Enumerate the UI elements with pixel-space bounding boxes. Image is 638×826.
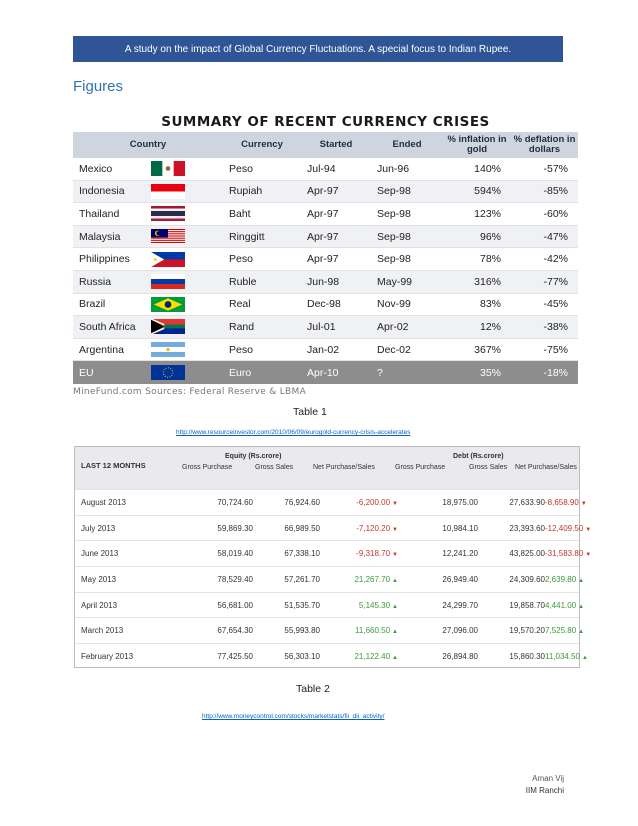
deflation-cell: -77% [543,275,568,288]
inflation-cell: 83% [479,298,501,311]
eq-gross-purchase-cell-value: 59,869.30 [217,523,253,533]
dt-gross-sales-cell [478,601,545,610]
table1-row [73,226,578,249]
eq-gross-sales-cell-value: 76,924.60 [284,497,320,507]
dt-gross-purchase-cell-value: 26,949.40 [442,574,478,584]
eu-flag-icon [143,365,223,380]
eq-gross-sales-cell-value: 66,989.50 [284,523,320,533]
table1-row [73,203,578,226]
eq-gross-sales-cell-value: 67,338.10 [284,549,320,559]
dt-net-cell-value: 7,525.80 [545,626,577,636]
table1-row [73,339,578,362]
sub-col-dt-gross-sales: Gross Sales [469,464,508,471]
table2-source-link[interactable]: http://www.moneycontrol.com/stocks/marketstats/fii_dii_activity/ [202,713,385,720]
eq-gross-sales-cell [253,601,320,610]
dt-net-cell [545,497,587,507]
deflation-cell: -57% [543,162,568,175]
eq-gross-sales-cell [253,626,320,635]
dt-gross-sales-cell [478,498,545,507]
eq-gross-purchase-cell-value: 70,724.60 [217,497,253,507]
inflation-cell: 316% [474,275,501,288]
dt-gross-purchase-cell-value: 12,241.20 [442,549,478,559]
col-country: Country [129,139,167,150]
eq-net-cell-value: 5,145.30 [358,600,391,610]
triangle-down-icon: ▼ [585,552,592,559]
country-cell: EU [79,366,94,379]
started-cell: Jun-98 [307,275,340,288]
table1-source: MineFund.com Sources: Federal Reserve & LBMA [73,386,307,397]
table1-grid [73,132,578,384]
started-cell: Apr-97 [307,230,339,243]
started-cell: Apr-97 [307,253,339,266]
eq-gross-sales-cell-value: 51,535.70 [284,600,320,610]
eq-net-cell [320,524,398,533]
header-text: A study on the impact of Global Currency Fluctuations. A special focus to Indian Rupee. [124,43,512,55]
table2-row [75,540,592,566]
sub-col-eq-net: Net Purchase/Sales [313,464,375,471]
author-name: Aman Vij [532,774,564,783]
eq-gross-purchase-cell-value: 58,019.40 [217,549,253,559]
col-ended: Ended [392,139,422,150]
dt-gross-sales-cell-value: 27,633.90 [509,497,545,507]
started-cell: Dec-98 [307,298,341,311]
ended-cell: Sep-98 [377,185,411,198]
eq-gross-purchase-cell [173,575,253,584]
ended-cell: Nov-99 [377,298,411,311]
month-cell-value: June 2013 [81,549,119,559]
month-cell-value: February 2013 [81,651,134,661]
sub-col-dt-gross-purchase: Gross Purchase [395,464,446,471]
eq-gross-purchase-cell-value: 78,529.40 [217,574,253,584]
ended-cell: ? [377,366,383,379]
month-cell [75,524,173,533]
dt-gross-sales-cell [478,652,545,661]
currency-cell: Real [229,298,251,311]
dt-net-cell-value: -31,583.80 [545,549,584,559]
inflation-cell: 78% [479,253,501,266]
table2-row [75,566,585,592]
triangle-up-icon: ▲ [392,603,398,610]
month-cell [75,549,173,558]
indonesia-flag-icon [143,184,223,199]
philippines-flag-icon [143,252,223,267]
dt-net-cell-value: -8,658.90 [545,497,579,507]
dt-gross-purchase-cell-value: 26,894.80 [442,651,478,661]
month-cell [75,652,173,661]
eq-gross-purchase-cell [173,524,253,533]
started-cell: Apr-10 [307,366,339,379]
eq-net-cell-value: 21,122.40 [354,651,391,661]
eq-gross-purchase-cell [173,549,253,558]
debt-group-label: Debt (Rs.crore) [453,453,504,460]
table2-row [75,489,587,515]
dt-gross-purchase-cell [398,549,478,558]
triangle-down-icon: ▼ [392,552,398,559]
dt-net-cell [545,626,585,636]
triangle-up-icon: ▲ [392,577,398,584]
deflation-cell: -18% [543,366,568,379]
month-cell [75,601,173,610]
eq-gross-purchase-cell [173,626,253,635]
eq-gross-sales-cell [253,549,320,558]
argentina-flag-icon [143,342,223,357]
dt-gross-purchase-cell [398,652,478,661]
fii-activity-table [74,446,592,668]
eq-gross-sales-cell [253,652,320,661]
dt-net-cell [545,523,592,533]
table1-source-link[interactable]: http://www.resourceinvestor.com/2010/06/09/eurogold-currency-crisis-accelerates [176,429,411,436]
table2-header [75,447,579,489]
dt-gross-purchase-cell-value: 10,984.10 [442,523,478,533]
eq-gross-purchase-cell [173,652,253,661]
col-currency: Currency [241,139,283,150]
deflation-cell: -60% [543,207,568,220]
currency-cell: Rupiah [229,185,263,198]
deflation-cell: -75% [543,343,568,356]
table2-caption: Table 2 [296,683,330,695]
month-cell-value: May 2013 [81,574,117,584]
country-cell: Indonesia [79,185,125,198]
dt-gross-purchase-cell-value: 24,299.70 [442,600,478,610]
currency-crises-table [73,112,578,397]
month-cell-value: July 2013 [81,523,116,533]
inflation-cell: 35% [479,366,501,379]
col-started: Started [319,139,353,150]
inflation-cell: 12% [479,320,501,333]
table1-caption: Table 1 [293,406,327,418]
sub-col-eq-gross-purchase: Gross Purchase [182,464,233,471]
ended-cell: Dec-02 [377,343,411,356]
country-cell: Thailand [79,207,120,220]
table1-header [73,132,578,158]
triangle-up-icon: ▲ [578,577,585,584]
south-africa-flag-icon [143,319,223,334]
dt-gross-sales-cell [478,626,545,635]
eq-net-cell [320,601,398,610]
dt-gross-purchase-cell [398,626,478,635]
month-cell-value: April 2013 [81,600,118,610]
inflation-cell: 123% [474,207,501,220]
currency-cell: Rand [229,320,255,333]
ended-cell: May-99 [377,275,413,288]
eq-net-cell-value: 11,660.50 [355,626,391,636]
eq-gross-sales-cell [253,524,320,533]
deflation-cell: -38% [543,320,568,333]
dt-net-cell [545,574,585,584]
eq-net-cell [320,652,398,661]
started-cell: Apr-97 [307,185,339,198]
dt-net-cell-value: 2,639.80 [545,574,577,584]
deflation-cell: -85% [543,185,568,198]
table1-title: SUMMARY OF RECENT CURRENCY CRISES [161,114,490,130]
eq-net-cell-value: 21,267.70 [354,574,391,584]
deflation-cell: -42% [543,253,568,266]
eq-net-cell [320,575,398,584]
dt-net-cell-value: 4,441.00 [545,600,577,610]
month-cell [75,498,173,507]
country-cell: Brazil [79,298,106,311]
equity-group-label: Equity (Rs.crore) [225,453,282,460]
ended-cell: Sep-98 [377,207,411,220]
inflation-cell: 96% [479,230,501,243]
table1-body [73,158,578,384]
eq-gross-sales-cell [253,575,320,584]
month-cell-value: March 2013 [81,626,124,636]
eq-gross-sales-cell-value: 55,993.80 [284,626,320,636]
ended-cell: Sep-98 [377,253,411,266]
document-header [73,36,563,62]
inflation-cell: 594% [474,185,501,198]
eq-net-cell-value: -6,200.00 [356,497,391,507]
deflation-cell: -45% [543,298,568,311]
triangle-down-icon: ▼ [392,526,398,533]
inflation-cell: 140% [474,162,501,175]
table2-row [75,617,585,643]
triangle-up-icon: ▲ [392,654,398,661]
eq-net-cell [320,498,398,507]
inflation-cell: 367% [474,343,501,356]
eq-net-cell-value: -9,318.70 [356,549,391,559]
currency-cell: Peso [229,253,253,266]
currency-cell: Euro [229,366,252,379]
eq-net-cell-value: -7,120.20 [356,523,391,533]
month-cell-value: August 2013 [81,497,126,507]
triangle-down-icon: ▼ [580,500,587,507]
table2-row [75,592,585,618]
triangle-up-icon: ▲ [578,629,585,636]
table2-body [75,489,592,669]
table1-row [73,316,578,339]
sub-col-eq-gross-sales: Gross Sales [255,464,294,471]
month-cell [75,575,173,584]
ended-cell: Apr-02 [377,320,409,333]
brazil-flag-icon [143,297,223,312]
triangle-down-icon: ▼ [392,500,398,507]
dt-gross-sales-cell-value: 19,858.70 [509,600,545,610]
ended-cell: Jun-96 [377,162,410,175]
dt-gross-purchase-cell [398,524,478,533]
period-label: LAST 12 MONTHS [81,461,146,470]
started-cell: Jul-94 [307,162,336,175]
ended-cell: Sep-98 [377,230,411,243]
eq-gross-sales-cell-value: 57,261.70 [284,574,320,584]
dt-net-cell [545,549,592,559]
dt-gross-sales-cell-value: 43,825.00 [509,549,545,559]
country-cell: South Africa [79,320,136,333]
currency-cell: Peso [229,162,253,175]
dt-gross-purchase-cell [398,498,478,507]
triangle-up-icon: ▲ [582,654,588,661]
country-cell: Philippines [79,253,130,266]
table1-row [73,294,578,317]
table2-row [75,643,588,669]
currency-cell: Peso [229,343,253,356]
dt-gross-sales-cell-value: 15,860.30 [509,651,545,661]
triangle-up-icon: ▲ [392,629,398,636]
table2-row [75,515,592,541]
dt-net-cell-value: -12,409.50 [545,523,584,533]
eq-gross-sales-cell [253,498,320,507]
table1-row [73,271,578,294]
eq-gross-purchase-cell-value: 56,681.00 [217,600,253,610]
dt-gross-purchase-cell-value: 27,096.00 [442,626,478,636]
country-cell: Russia [79,275,112,288]
col-deflation: % deflation in dollars [513,134,576,155]
table1-row [73,248,578,271]
section-title: Figures [73,78,124,95]
table1-row [73,361,578,384]
deflation-cell: -47% [543,230,568,243]
started-cell: Jul-01 [307,320,336,333]
dt-gross-sales-cell-value: 19,570.20 [509,626,545,636]
eq-gross-purchase-cell-value: 77,425.50 [217,651,253,661]
eq-gross-purchase-cell [173,601,253,610]
dt-net-cell-value: 11,034.50 [545,651,580,661]
dt-gross-sales-cell [478,575,545,584]
triangle-down-icon: ▼ [585,526,592,533]
dt-gross-sales-cell-value: 24,309.60 [509,574,545,584]
country-cell: Argentina [79,343,124,356]
dt-gross-sales-cell [478,524,545,533]
col-inflation: % inflation in gold [447,134,507,155]
triangle-up-icon: ▲ [578,603,585,610]
country-cell: Mexico [79,162,113,175]
thailand-flag-icon [143,206,223,221]
currency-cell: Ruble [229,275,257,288]
dt-gross-sales-cell [478,549,545,558]
dt-net-cell [545,651,588,661]
table1-row [73,158,578,181]
eq-net-cell [320,549,398,558]
dt-gross-purchase-cell-value: 18,975.00 [442,497,478,507]
author-institute: IIM Ranchi [525,786,564,795]
eq-gross-purchase-cell [173,498,253,507]
dt-gross-sales-cell-value: 23,393.60 [509,523,545,533]
dt-net-cell [545,600,585,610]
table1-row [73,181,578,204]
month-cell [75,626,173,635]
russia-flag-icon [143,274,223,289]
eq-gross-sales-cell-value: 56,303.10 [284,651,320,661]
eq-net-cell [320,626,398,635]
dt-gross-purchase-cell [398,601,478,610]
currency-cell: Ringgitt [229,230,265,243]
currency-cell: Baht [229,207,251,220]
eq-gross-purchase-cell-value: 67,654.30 [217,626,253,636]
sub-col-dt-net: Net Purchase/Sales [515,464,577,471]
malaysia-flag-icon [143,229,223,244]
country-cell: Malaysia [79,230,121,243]
mexico-flag-icon [143,161,223,176]
dt-gross-purchase-cell [398,575,478,584]
started-cell: Apr-97 [307,207,339,220]
started-cell: Jan-02 [307,343,340,356]
